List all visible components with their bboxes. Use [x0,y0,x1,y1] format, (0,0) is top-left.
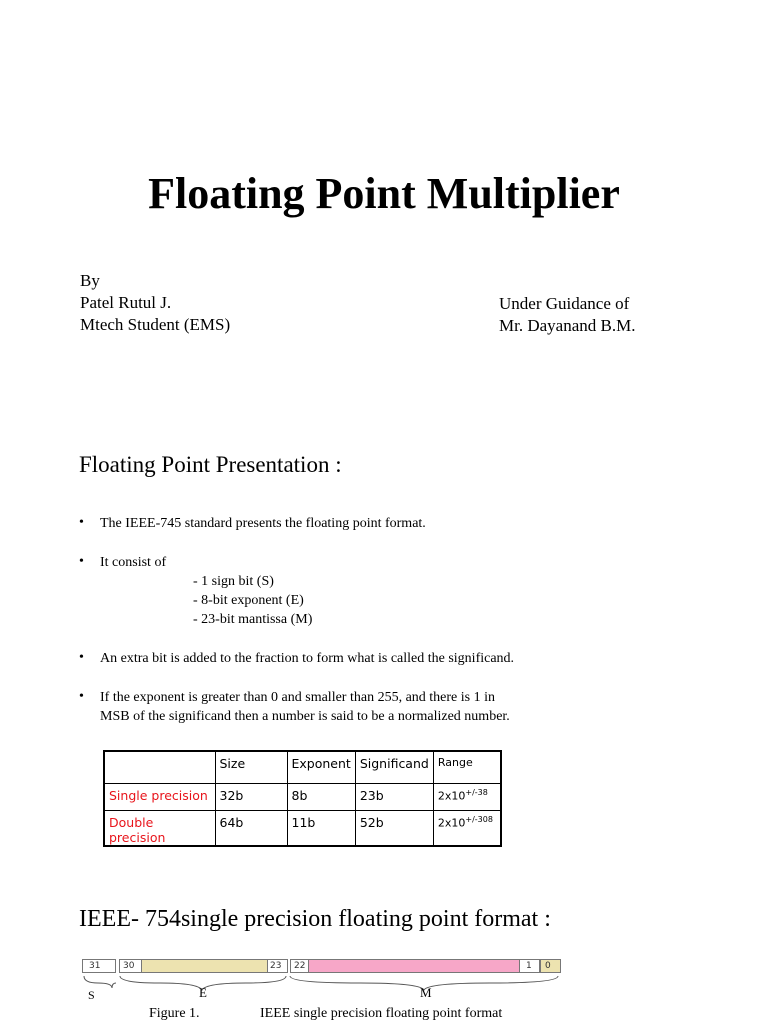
range-exponent: +/-308 [465,814,493,824]
table-header-cell: Range [433,751,501,783]
figure-caption: IEEE single precision floating point format [260,1006,503,1021]
table-header-cell: Significand [355,751,433,783]
sign-brace [84,976,116,988]
bullet-text: MSB of the significand then a number is said to be a normalized number. [100,709,510,724]
author-block [80,270,230,336]
sub-item: - 1 sign bit (S) [193,574,274,589]
sign-bit-box [82,959,116,973]
bullet-marker: • [79,650,84,665]
exponent-field-box [119,959,288,973]
bit-label-22: 22 [291,960,309,972]
lsb-box [540,959,561,973]
bullet-text: The IEEE-745 standard presents the floating point format. [100,516,426,531]
table-header-cell: Exponent [287,751,355,783]
cell-significand: 52b [355,810,433,846]
field-label-e: E [199,985,207,1000]
table-header-cell: Size [215,751,287,783]
table-header-cell [104,751,215,783]
bit-label-1: 1 [519,960,539,972]
field-label-s: S [88,988,95,1002]
author-by: By [80,271,100,290]
bullet-text: If the exponent is greater than 0 and smaller than 255, and there is 1 in [100,690,495,705]
cell-significand: 23b [355,783,433,810]
bit-label-23: 23 [267,960,287,972]
section-heading-format: IEEE- 754single precision floating point format : [79,906,551,932]
row-label: Single precision [104,783,215,810]
cell-range [433,810,501,846]
bullet-text: An extra bit is added to the fraction to form what is called the significand. [100,651,515,666]
cell-exponent: 11b [287,810,355,846]
field-label-m: M [420,985,432,1000]
figure-number: Figure 1. [149,1006,200,1021]
cell-size: 64b [215,810,287,846]
bit-label-0: 0 [545,961,551,971]
guidance-label: Under Guidance of [499,294,630,313]
bullet-marker: • [79,515,84,530]
range-base: 2x10 [437,816,466,830]
sub-item: - 8-bit exponent (E) [193,593,304,608]
table-header-row [104,751,501,783]
precision-table [103,750,502,847]
guidance-block [499,293,635,337]
bit-label-30: 30 [120,960,142,972]
cell-range [433,783,501,810]
field-braces [80,974,570,992]
section-heading-presentation: Floating Point Presentation : [79,452,342,477]
table-row [104,810,501,846]
bullet-marker: • [79,554,84,569]
mantissa-field-box [290,959,540,973]
bullet-text: It consist of [100,555,167,570]
row-label: Double precision [104,810,215,846]
table-row [104,783,501,810]
cell-size: 32b [215,783,287,810]
guidance-name: Mr. Dayanand B.M. [499,316,636,335]
page-title: Floating Point Multiplier [148,169,620,218]
bit-label-31: 31 [89,961,101,971]
range-exponent: +/-38 [465,787,488,797]
sub-item: - 23-bit mantissa (M) [193,612,313,627]
author-role: Mtech Student (EMS) [80,315,231,334]
cell-exponent: 8b [287,783,355,810]
author-name: Patel Rutul J. [80,293,172,312]
bullet-marker: • [79,689,84,704]
range-base: 2x10 [437,789,466,803]
